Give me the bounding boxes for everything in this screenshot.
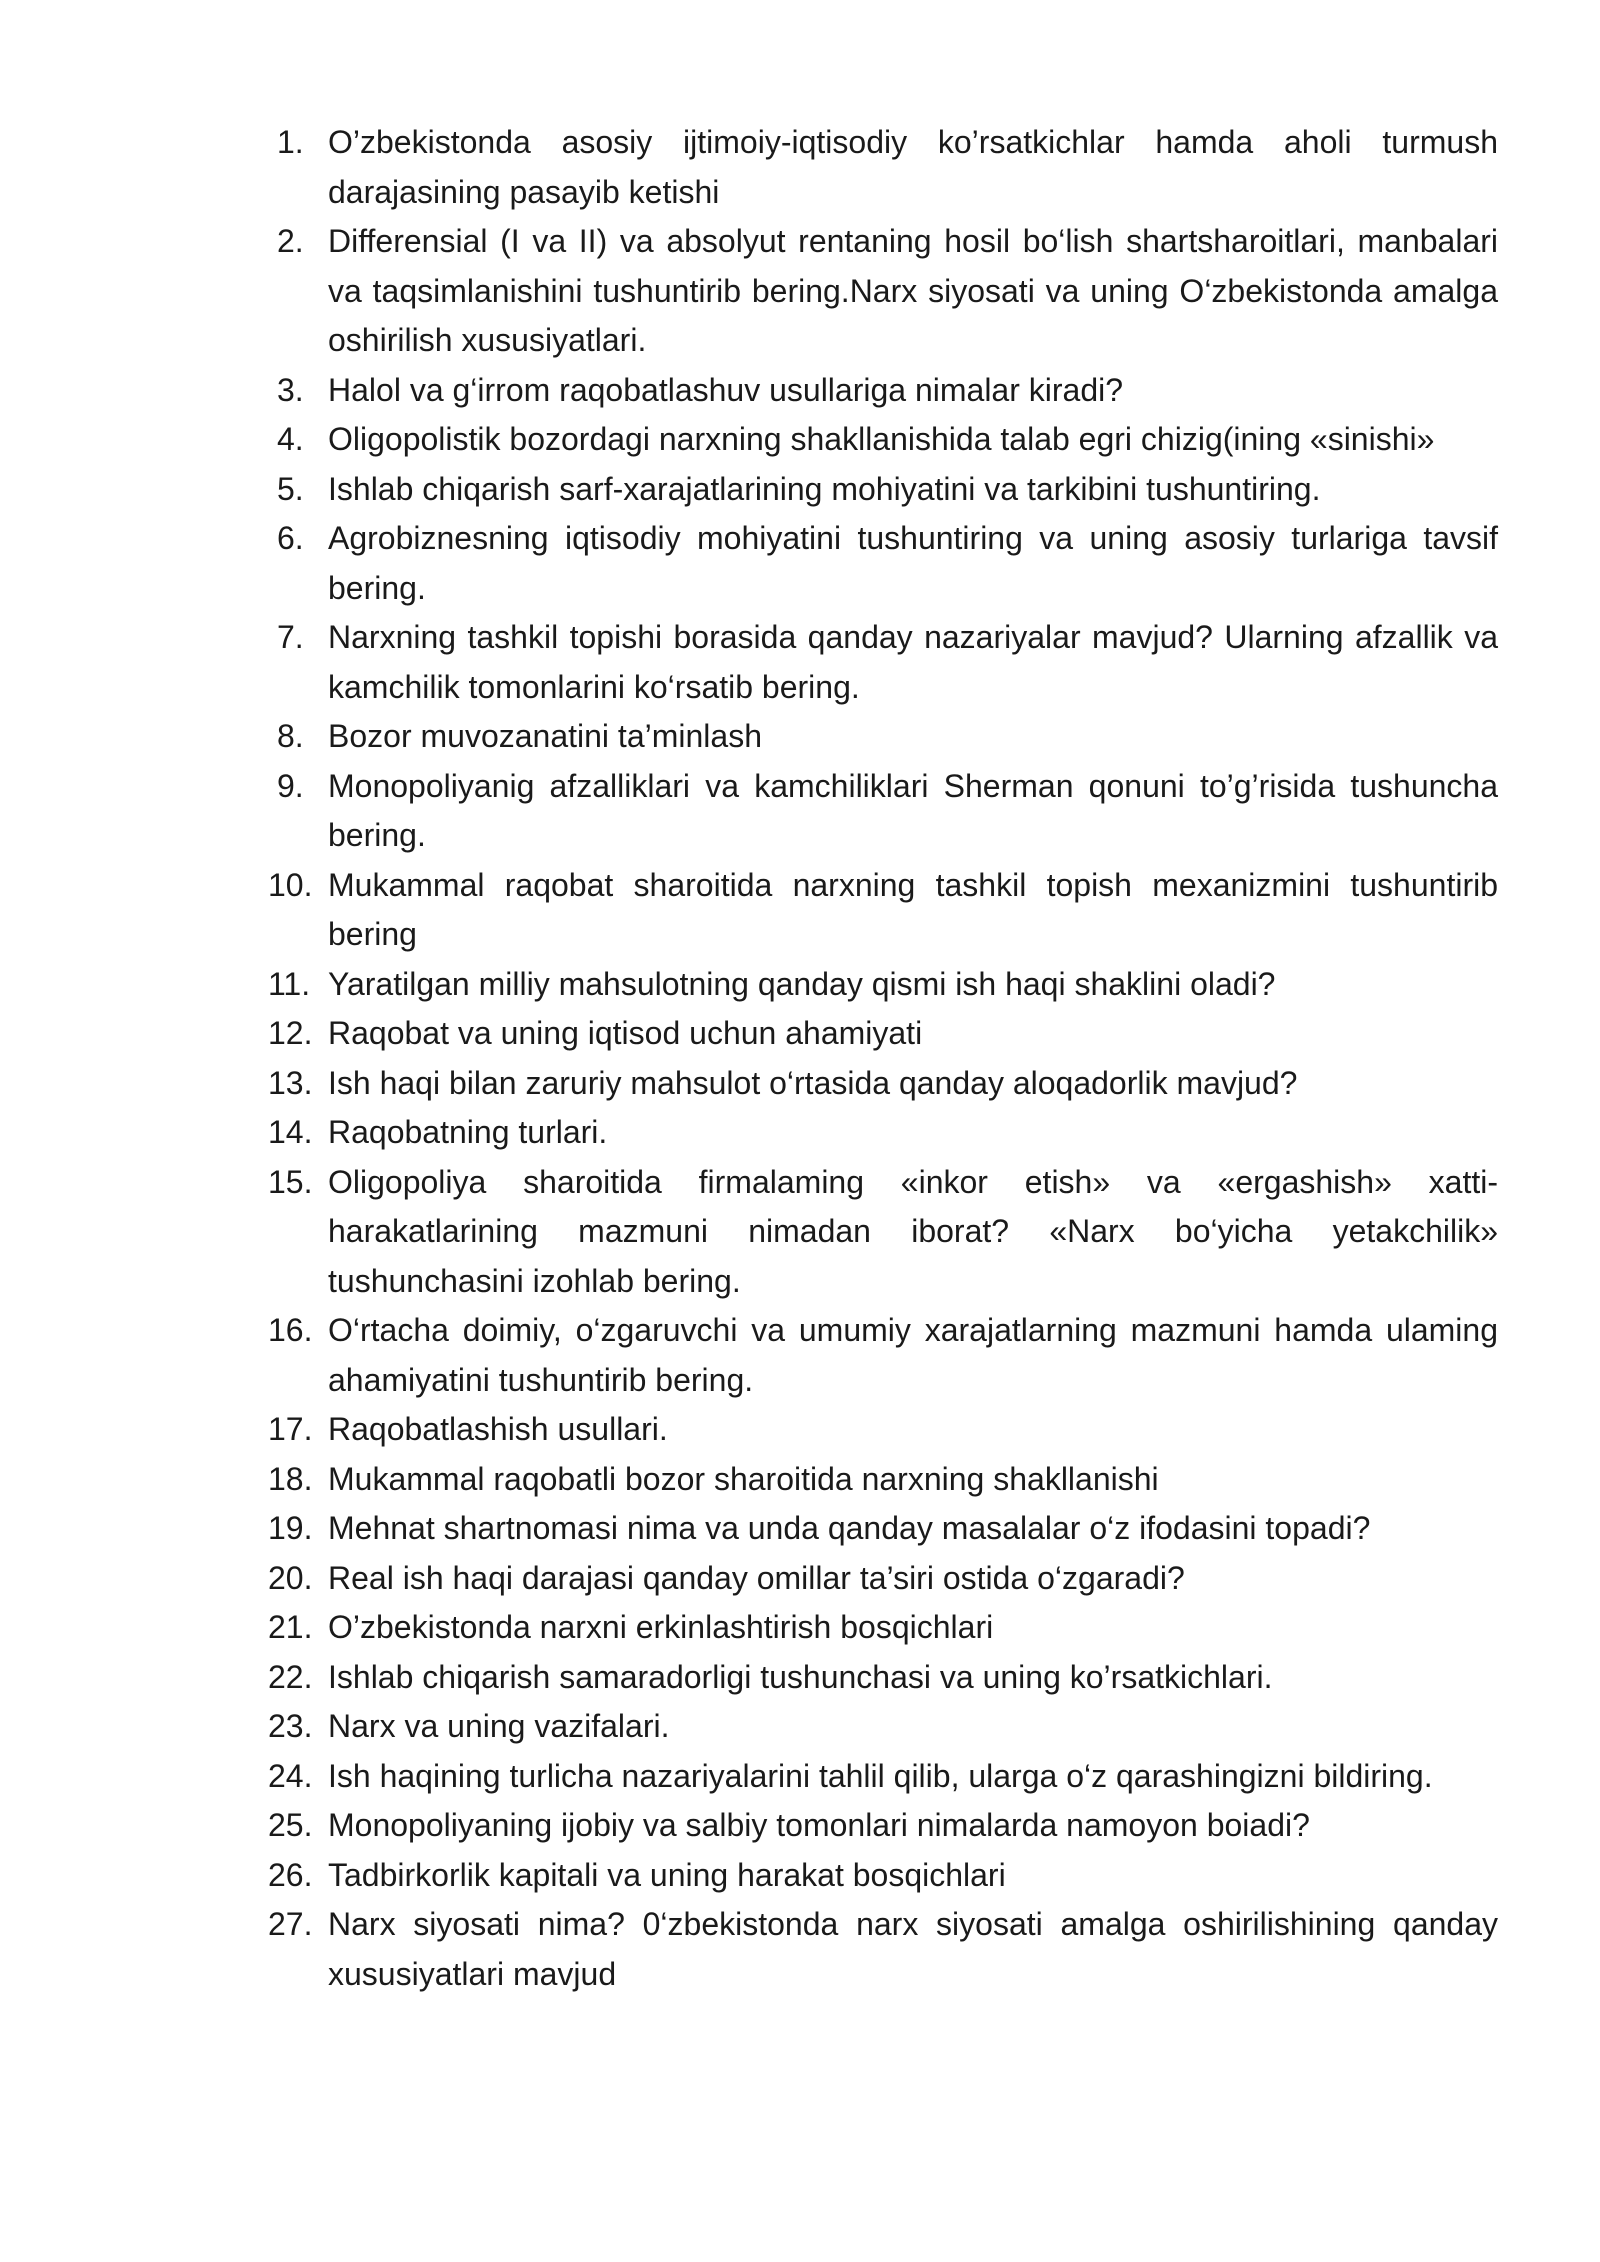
question-item: [268, 1702, 1498, 1752]
question-item: [268, 366, 1498, 416]
question-number: 19.: [268, 1510, 313, 1546]
question-number: 2.: [277, 223, 304, 259]
question-number: 7.: [277, 619, 304, 655]
question-item: [268, 1306, 1498, 1405]
question-text: Raqobatning turlari.: [328, 1114, 608, 1150]
question-item: [268, 1554, 1498, 1604]
question-text: Narxning tashkil topishi borasida qanday nazariyalar mavjud? Ularning afzallik va kamchilik tomonlarini ko‘rsatib bering.: [328, 619, 1498, 705]
question-item: [268, 712, 1498, 762]
question-number: 14.: [268, 1114, 313, 1150]
question-number: 12.: [268, 1015, 313, 1051]
question-item: [268, 861, 1498, 960]
question-item: [268, 1405, 1498, 1455]
question-text: Mehnat shartnomasi nima va unda qanday masalalar o‘z ifodasini topadi?: [328, 1510, 1371, 1546]
question-item: [268, 1752, 1498, 1802]
question-text: Raqobatlashish usullari.: [328, 1411, 668, 1447]
question-text: Tadbirkorlik kapitali va uning harakat bosqichlari: [328, 1856, 1006, 1893]
question-text: Ishlab chiqarish sarf-xarajatlarining mohiyatini va tarkibini tushuntiring.: [328, 470, 1321, 507]
question-number: 9.: [277, 767, 304, 804]
question-number: 11.: [268, 965, 311, 1002]
question-number: 5.: [277, 470, 304, 507]
question-item: [268, 1504, 1498, 1554]
question-number: 18.: [268, 1460, 313, 1497]
question-text: Narx siyosati nima? 0‘zbekistonda narx siyosati amalga oshirilishining qanday xususiyatlari mavjud: [328, 1906, 1498, 1992]
question-item: [268, 1009, 1498, 1059]
question-number: 21.: [268, 1609, 313, 1645]
question-text: Monopoliyaning ijobiy va salbiy tomonlari nimalarda namoyon boiadi?: [328, 1807, 1310, 1843]
question-text: Ishlab chiqarish samaradorligi tushunchasi va uning ko’rsatkichlari.: [328, 1658, 1273, 1695]
question-number: 23.: [268, 1708, 313, 1744]
question-text: Raqobat va uning iqtisod uchun ahamiyati: [328, 1015, 923, 1051]
question-item: [268, 1603, 1498, 1653]
question-number: 8.: [277, 718, 304, 754]
question-number: 3.: [277, 371, 304, 408]
question-text: Oligopolistik bozordagi narxning shakllanishida talab egri chizig(ining «sinishi»: [328, 421, 1435, 457]
question-text: Yaratilgan milliy mahsulotning qanday qismi ish haqi shaklini oladi?: [328, 965, 1276, 1002]
question-number: 22.: [268, 1658, 313, 1695]
question-text: Monopoliyanig afzalliklari va kamchiliklari Sherman qonuni to’g’risida tushuncha bering.: [328, 767, 1498, 853]
question-text: Bozor muvozanatini ta’minlash: [328, 718, 762, 754]
question-text: Differensial (I va II) va absolyut rentaning hosil bo‘lish shartsharoitlari, manbalari va taqsimlanishini tushuntirib bering.Narx siyosati va uning O‘zbekistonda amalga oshirilish xususiyatlari.: [328, 223, 1498, 358]
question-list: [268, 118, 1498, 1999]
question-number: 16.: [268, 1312, 313, 1348]
question-number: 10.: [268, 866, 313, 903]
question-item: [268, 415, 1498, 465]
question-item: [268, 118, 1498, 217]
question-text: Agrobiznesning iqtisodiy mohiyatini tushuntiring va uning asosiy turlariga tavsif bering.: [328, 520, 1498, 606]
question-text: Mukammal raqobatli bozor sharoitida narxning shakllanishi: [328, 1460, 1159, 1497]
question-number: 15.: [268, 1163, 313, 1200]
question-number: 17.: [268, 1411, 313, 1447]
question-item: [268, 1059, 1498, 1109]
question-text: Ish haqining turlicha nazariyalarini tahlil qilib, ularga o‘z qarashingizni bildiring.: [328, 1757, 1433, 1794]
question-text: O‘rtacha doimiy, o‘zgaruvchi va umumiy xarajatlarning mazmuni hamda ulaming ahamiyatini tushuntirib bering.: [328, 1312, 1498, 1398]
question-number: 24.: [268, 1757, 313, 1794]
question-text: Real ish haqi darajasi qanday omillar ta’siri ostida o‘zgaradi?: [328, 1559, 1185, 1596]
question-item: [268, 762, 1498, 861]
question-text: Ish haqi bilan zaruriy mahsulot o‘rtasida qanday aloqadorlik mavjud?: [328, 1064, 1298, 1101]
question-text: Halol va g‘irrom raqobatlashuv usullariga nimalar kiradi?: [328, 371, 1124, 408]
question-text: O’zbekistonda asosiy ijtimoiy-iqtisodiy ko’rsatkichlar hamda aholi turmush darajasining pasayib ketishi: [328, 124, 1498, 210]
question-number: 13.: [268, 1064, 313, 1101]
question-item: [268, 1900, 1498, 1999]
question-text: Mukammal raqobat sharoitida narxning tashkil topish mexanizmini tushuntirib bering: [328, 866, 1498, 952]
question-number: 27.: [268, 1906, 313, 1942]
question-text: Narx va uning vazifalari.: [328, 1708, 670, 1744]
question-item: [268, 1653, 1498, 1703]
question-item: [268, 613, 1498, 712]
question-item: [268, 1851, 1498, 1901]
question-number: 6.: [277, 520, 304, 556]
question-item: [268, 1108, 1498, 1158]
question-number: 26.: [268, 1856, 313, 1893]
question-number: 25.: [268, 1807, 313, 1843]
question-item: [268, 514, 1498, 613]
question-number: 1.: [277, 124, 304, 160]
question-text: Oligopoliya sharoitida firmalaming «inkor etish» va «ergashish» xatti-harakatlarining mazmuni nimadan iborat? «Narx bo‘yicha yetakchilik» tushunchasini izohlab bering.: [328, 1163, 1498, 1299]
question-number: 20.: [268, 1559, 313, 1596]
question-item: [268, 960, 1498, 1010]
question-number: 4.: [277, 421, 304, 457]
question-item: [268, 465, 1498, 515]
question-item: [268, 217, 1498, 366]
question-text: O’zbekistonda narxni erkinlashtirish bosqichlari: [328, 1609, 994, 1645]
question-item: [268, 1801, 1498, 1851]
question-item: [268, 1158, 1498, 1307]
question-item: [268, 1455, 1498, 1505]
